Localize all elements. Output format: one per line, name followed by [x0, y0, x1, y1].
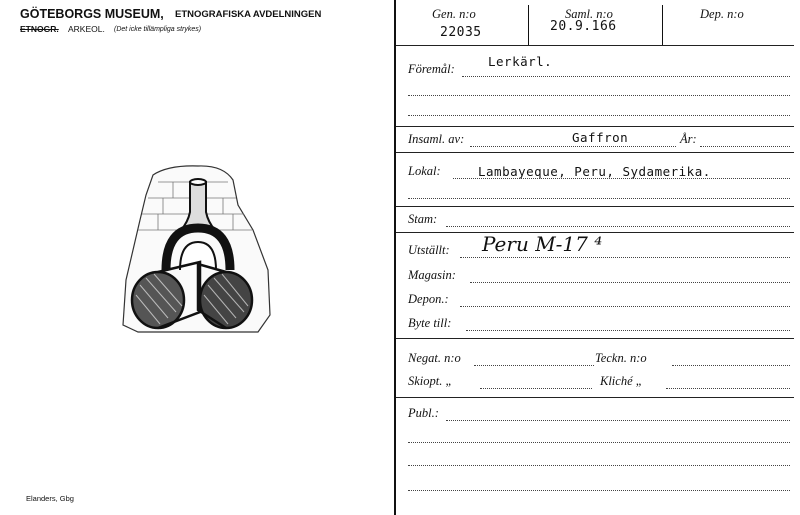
ar-line — [700, 146, 790, 147]
negat-line — [474, 365, 594, 366]
magasin-line — [470, 282, 790, 283]
skiopt-line — [480, 388, 592, 389]
teckn-label: Teckn. n:o — [595, 351, 647, 365]
publ-line-3 — [408, 465, 790, 466]
dep-label: Dep. n:o — [700, 7, 744, 21]
teckn-line — [672, 365, 790, 366]
kliche-label: Kliché „ — [600, 374, 643, 388]
header-bottom-line — [396, 45, 794, 46]
column-divider-1 — [528, 5, 529, 45]
lokal-line-2 — [408, 198, 790, 199]
foremal-value: Lerkärl. — [488, 54, 553, 69]
ar-label: År: — [680, 132, 697, 146]
byte-line — [466, 330, 790, 331]
insaml-label: Insaml. av: — [408, 132, 465, 146]
foremal-line — [462, 76, 790, 77]
section-line-6 — [396, 397, 794, 398]
section-line-1 — [396, 126, 794, 127]
publ-line-4 — [408, 490, 790, 491]
byte-label: Byte till: — [408, 316, 452, 330]
foremal-line-2 — [408, 95, 790, 96]
skiopt-label: Skiopt. „ — [408, 374, 453, 388]
foremal-label: Föremål: — [408, 62, 455, 76]
museum-name: GÖTEBORGS MUSEUM, — [20, 7, 164, 21]
stam-label: Stam: — [408, 212, 438, 226]
gen-value: 22035 — [440, 25, 482, 40]
publ-line — [446, 420, 790, 421]
lokal-value: Lambayeque, Peru, Sydamerika. — [478, 164, 711, 179]
printer-credit: Elanders, Gbg — [26, 494, 74, 503]
kliche-line — [666, 388, 790, 389]
section-line-3 — [396, 206, 794, 207]
utstallt-line — [460, 257, 790, 258]
depon-line — [460, 306, 790, 307]
stam-line — [446, 226, 790, 227]
card-left-border — [394, 0, 396, 515]
insaml-value: Gaffron — [572, 130, 629, 145]
insaml-line — [470, 146, 676, 147]
saml-label: Saml. n:o — [565, 7, 613, 21]
department-name: ETNOGRAFISKA AVDELNINGEN — [175, 9, 322, 20]
publ-line-2 — [408, 442, 790, 443]
section-line-2 — [396, 152, 794, 153]
publ-label: Publ.: — [408, 406, 439, 420]
magasin-label: Magasin: — [408, 268, 456, 282]
gen-label: Gen. n:o — [432, 7, 476, 21]
arkeol-label: ARKEOL. — [68, 24, 105, 34]
utstallt-label: Utställt: — [408, 243, 450, 257]
depon-label: Depon.: — [408, 292, 449, 306]
foremal-line-3 — [408, 115, 790, 116]
header-note: (Det icke tillämpliga strykes) — [114, 26, 202, 33]
negat-label: Negat. n:o — [408, 351, 461, 365]
struck-department: ETNOGR. — [20, 24, 59, 34]
column-divider-2 — [662, 5, 663, 45]
saml-value: 20.9.166 — [550, 19, 617, 34]
vessel-sketch — [118, 160, 278, 340]
section-line-5 — [396, 338, 794, 339]
lokal-label: Lokal: — [408, 164, 441, 178]
utstallt-value: Peru M-17 ⁴ — [482, 232, 603, 256]
